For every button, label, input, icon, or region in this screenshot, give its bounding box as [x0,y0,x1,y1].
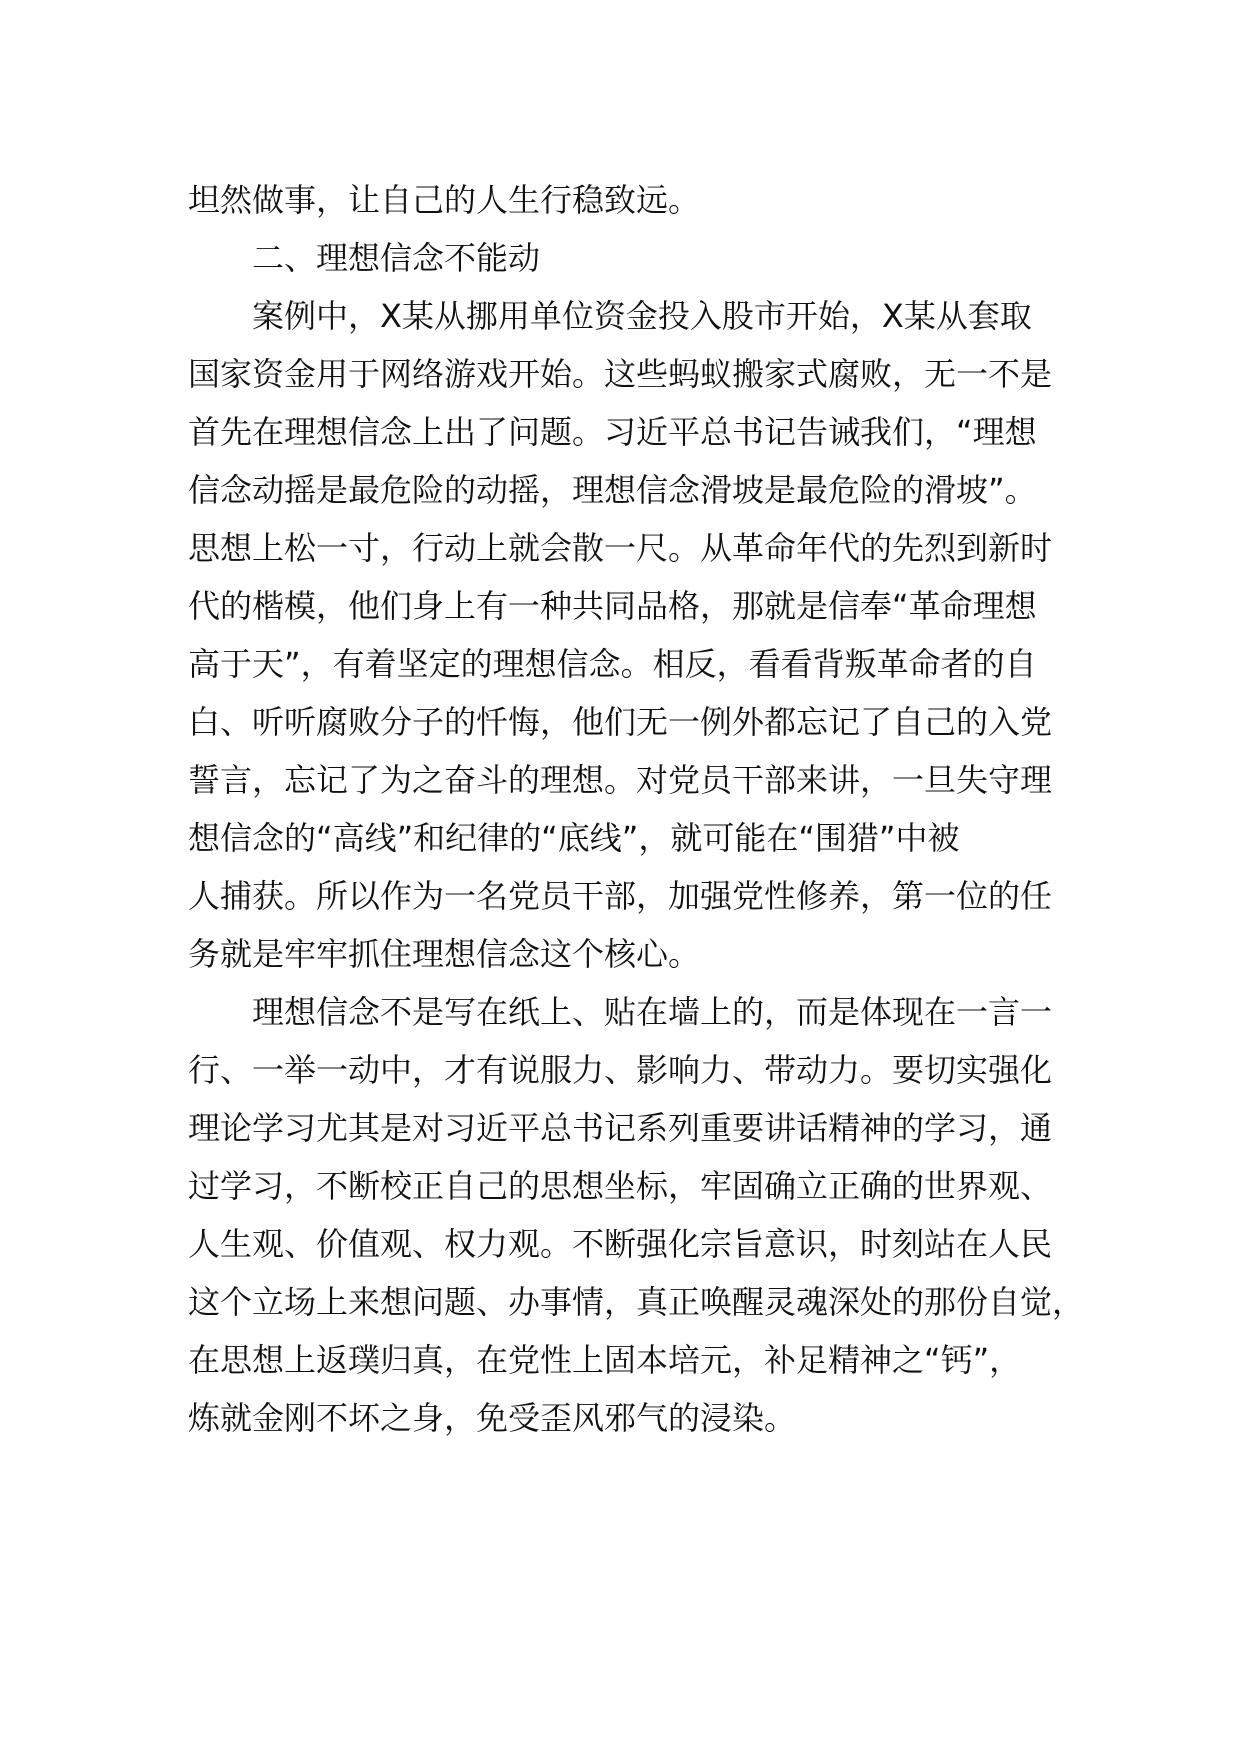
text-line: 在思想上返璞归真，在党性上固本培元，补足精神之“钙”， [188,1341,1022,1379]
text-line: 理想信念不是写在纸上、贴在墙上的，而是体现在一言一 [252,993,1053,1031]
text-line: 信念动摇是最危险的动摇，理想信念滑坡是最危险的滑坡”。 [188,471,1037,509]
text-line: 想信念的“高线”和纪律的“底线”，就可能在“围猎”中被 [188,819,960,857]
text-line: 这个立场上来想问题、办事情，真正唤醒灵魂深处的那份自觉， [188,1283,1085,1321]
text-line: 炼就金刚不坏之身，免受歪风邪气的浸染。 [188,1399,797,1437]
text-line: 誓言，忘记了为之奋斗的理想。对党员干部来讲，一旦失守理 [188,761,1053,799]
text-line: 坦然做事，让自己的人生行稳致远。 [188,181,701,219]
text-line: 白、听听腐败分子的忏悔，他们无一例外都忘记了自己的入党 [188,703,1053,741]
text-line: 案例中，X某从挪用单位资金投入股市开始，X某从套取 [252,297,1032,335]
section-heading: 二、理想信念不能动 [252,239,541,277]
text-line: 行、一举一动中，才有说服力、影响力、带动力。要切实强化 [188,1051,1053,1089]
text-line: 代的楷模，他们身上有一种共同品格，那就是信奉“革命理想 [188,587,1037,625]
text-line: 思想上松一寸，行动上就会散一尺。从革命年代的先烈到新时 [188,529,1053,567]
text-line: 理论学习尤其是对习近平总书记系列重要讲话精神的学习，通 [188,1109,1053,1147]
text-line: 国家资金用于网络游戏开始。这些蚂蚁搬家式腐败，无一不是 [188,355,1053,393]
text-line: 人生观、价值观、权力观。不断强化宗旨意识，时刻站在人民 [188,1225,1053,1263]
text-line: 首先在理想信念上出了问题。习近平总书记告诫我们，“理想 [188,413,1037,451]
text-line: 过学习，不断校正自己的思想坐标，牢固确立正确的世界观、 [188,1167,1053,1205]
text-line: 务就是牢牢抓住理想信念这个核心。 [188,935,701,973]
text-line: 人捕获。所以作为一名党员干部，加强党性修养，第一位的任 [188,877,1053,915]
text-line: 高于天”，有着坚定的理想信念。相反，看看背叛革命者的自 [188,645,1037,683]
